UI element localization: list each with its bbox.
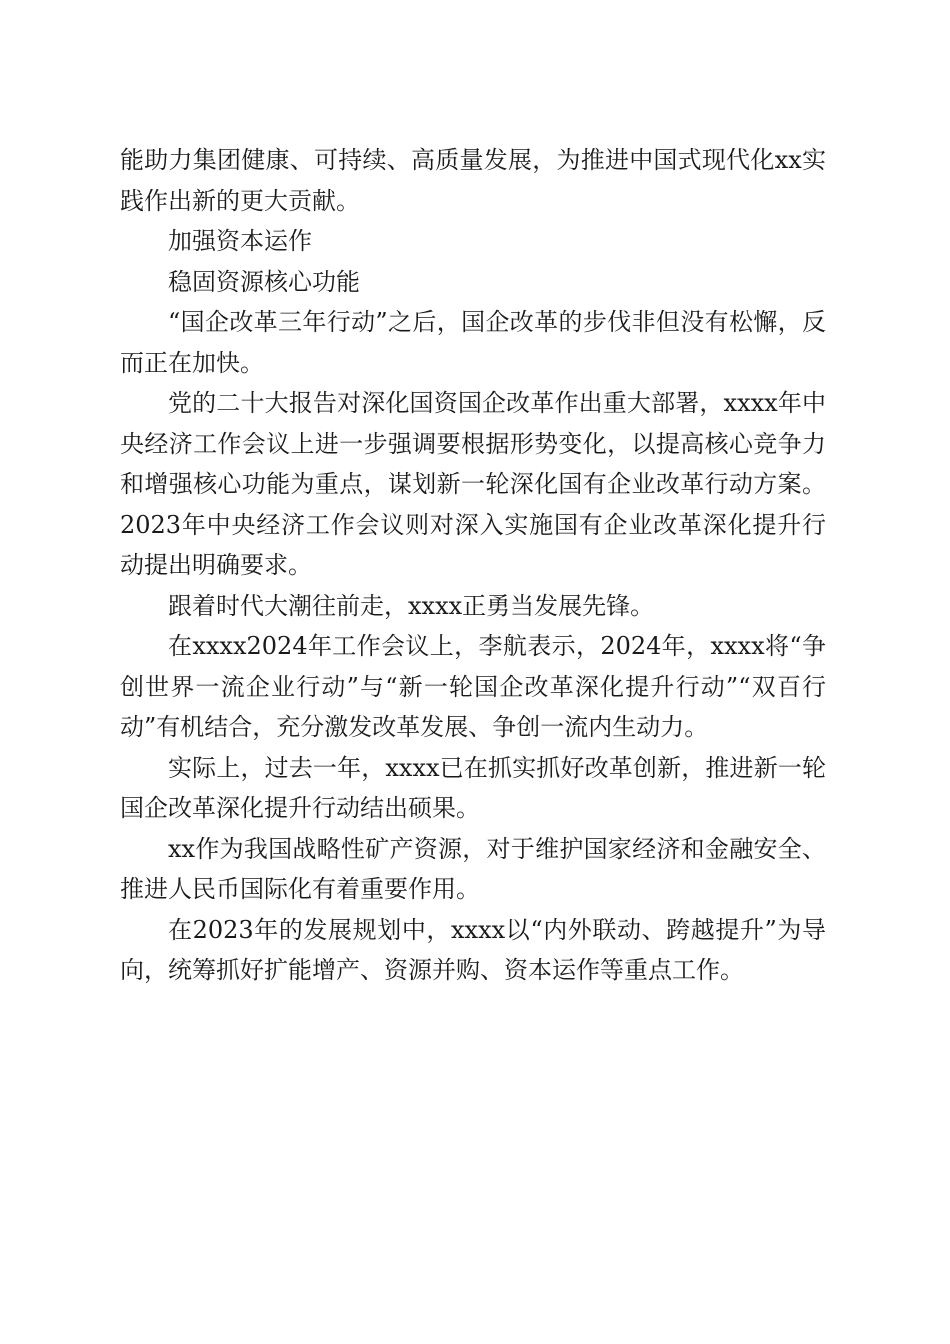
paragraph-continuation: 能助力集团健康、可持续、高质量发展，为推进中国式现代化xx实践作出新的更大贡献。 — [120, 146, 826, 215]
paragraph: 在2023年的发展规划中，xxxx以“内外联动、跨越提升”为导向，统筹抓好扩能增产、资源并购、资本运作等重点工作。 — [120, 915, 826, 984]
section-heading-capital: 加强资本运作 — [168, 227, 312, 255]
paragraph: 实际上，过去一年，xxxx已在抓实抓好改革创新，推进新一轮国企改革深化提升行动结出硕果。 — [120, 753, 826, 822]
paragraph: xx作为我国战略性矿产资源，对于维护国家经济和金融安全、推进人民币国际化有着重要作用。 — [120, 834, 826, 903]
paragraph: “国企改革三年行动”之后，国企改革的步伐非但没有松懈，反而正在加快。 — [120, 308, 826, 377]
paragraph: 跟着时代大潮往前走，xxxx正勇当发展先锋。 — [168, 591, 655, 620]
section-heading-resources: 稳固资源核心功能 — [168, 267, 360, 296]
paragraph: 在xxxx2024年工作会议上，李航表示，2024年，xxxx将“争创世界一流企业行动”与“新一轮国企改革深化提升行动”“双百行动”有机结合，充分激发改革发展、争创一流内生动力。 — [120, 632, 826, 741]
paragraph: 党的二十大报告对深化国资国企改革作出重大部署，xxxx年中央经济工作会议上进一步强调要根据形势变化，以提高核心竞争力和增强核心功能为重点，谋划新一轮深化国有企业改革行动方案。2023年中央经济工作会议则对深入实施国有企业改革深化提升行动提出明确要求。 — [120, 389, 826, 579]
document-body — [120, 140, 826, 991]
